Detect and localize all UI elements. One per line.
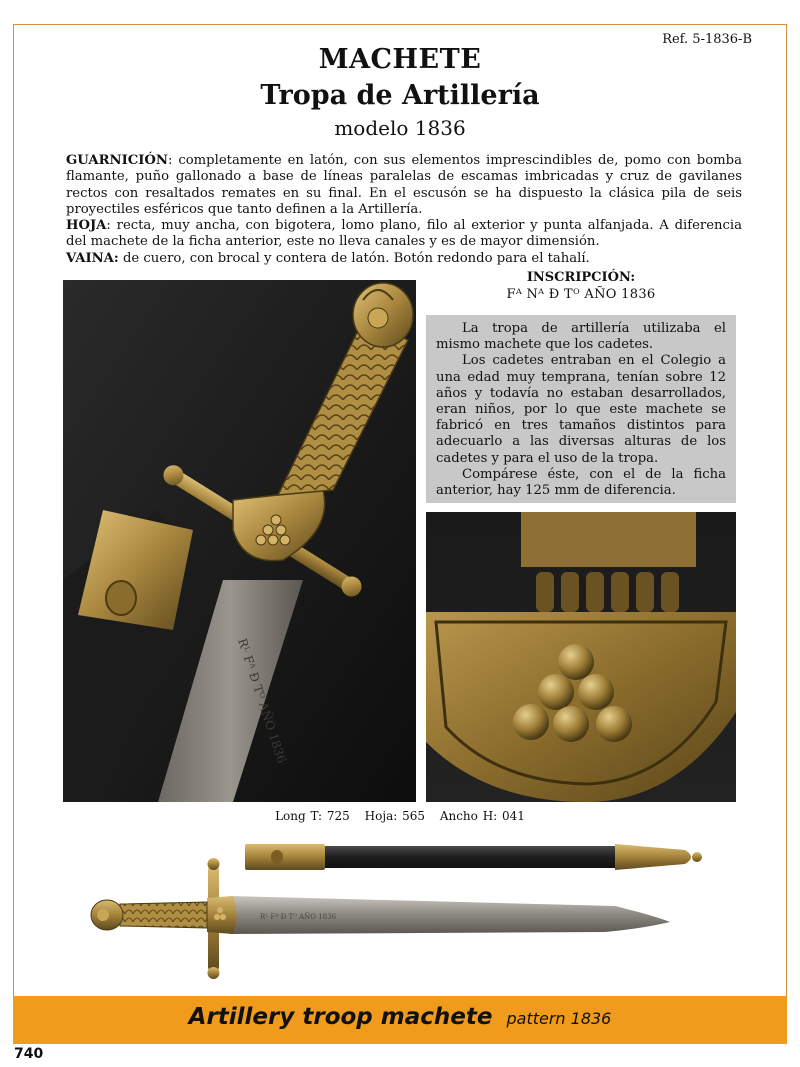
inscription-label: INSCRIPCIÓN:	[526, 270, 636, 285]
blade-length: Hoja: 565	[364, 809, 425, 823]
full-machete-photo	[85, 826, 715, 986]
hilt-closeup-photo	[63, 280, 416, 802]
note-paragraph-1: La tropa de artillería utilizaba el mismo machete que los cadetes.	[436, 321, 726, 353]
escutcheon-closeup-photo	[426, 512, 736, 802]
reference-code: Ref. 5-1836-B	[662, 32, 752, 47]
history-note	[426, 315, 736, 503]
vaina-text: de cuero, con brocal y contera de latón. Botón redondo para el tahalí.	[118, 250, 590, 266]
guarnicion-text: : completamente en latón, con sus elementos imprescindibles de, pomo con bomba flamante, puño gallonado a base de líneas paralelas de escamas imbricadas y cruz de gavilanes rectos con resaltados remates en su final. En el escusón se ha dispuesto la clásica pila de seis proyectiles esféricos que tanto definen a la Artillería.	[66, 153, 742, 217]
note-paragraph-3: Compárese éste, con el de la ficha anterior, hay 125 mm de diferencia.	[436, 466, 726, 499]
hoja-text: : recta, muy ancha, con bigotera, lomo plano, filo al exterior y punta alfanjada. A diferencia del machete de la ficha anterior, este no lleva canales y es de mayor dimensión.	[66, 218, 742, 250]
inscription-value: Fᴬ Nᴬ Đ Tᴼ AÑO 1836	[506, 287, 656, 302]
model-year: modelo 1836	[334, 116, 466, 140]
hoja-paragraph	[66, 218, 742, 251]
note-paragraph-2: Los cadetes entraban en el Colegio a una edad muy temprana, tenían sobre 12 años y todavía no estaban desarrollados, eran niños, por lo que este machete se fabricó en tres tamaños distintos para adecuarlo a las diversas alturas de los cadetes y para el uso de la tropa.	[436, 353, 726, 466]
guarnicion-label: GUARNICIÓN	[66, 153, 168, 168]
total-length: Long T: 725	[275, 809, 350, 823]
hoja-label: HOJA	[66, 218, 107, 234]
page-subtitle: Tropa de Artillería	[260, 80, 540, 111]
blade-engraving-closeup: Rᴸ Fᴬ Đ Tᴼ AÑO 1836	[235, 636, 289, 765]
page-title: MACHETE	[318, 44, 482, 75]
blade-engraving-full: Rᴸ Fᴬ Đ Tᴼ AÑO 1836	[260, 913, 337, 921]
measurements	[0, 809, 800, 823]
description-block	[66, 153, 742, 267]
footer-title: Artillery troop machete	[188, 1004, 493, 1030]
footer-banner	[13, 996, 787, 1044]
blade-width: Ancho H: 041	[439, 809, 525, 823]
page-number: 740	[14, 1046, 44, 1062]
guarnicion-paragraph	[66, 153, 742, 218]
footer-subtitle: pattern 1836	[506, 1009, 612, 1028]
vaina-label: VAINA:	[66, 250, 119, 266]
vaina-paragraph	[66, 251, 742, 267]
